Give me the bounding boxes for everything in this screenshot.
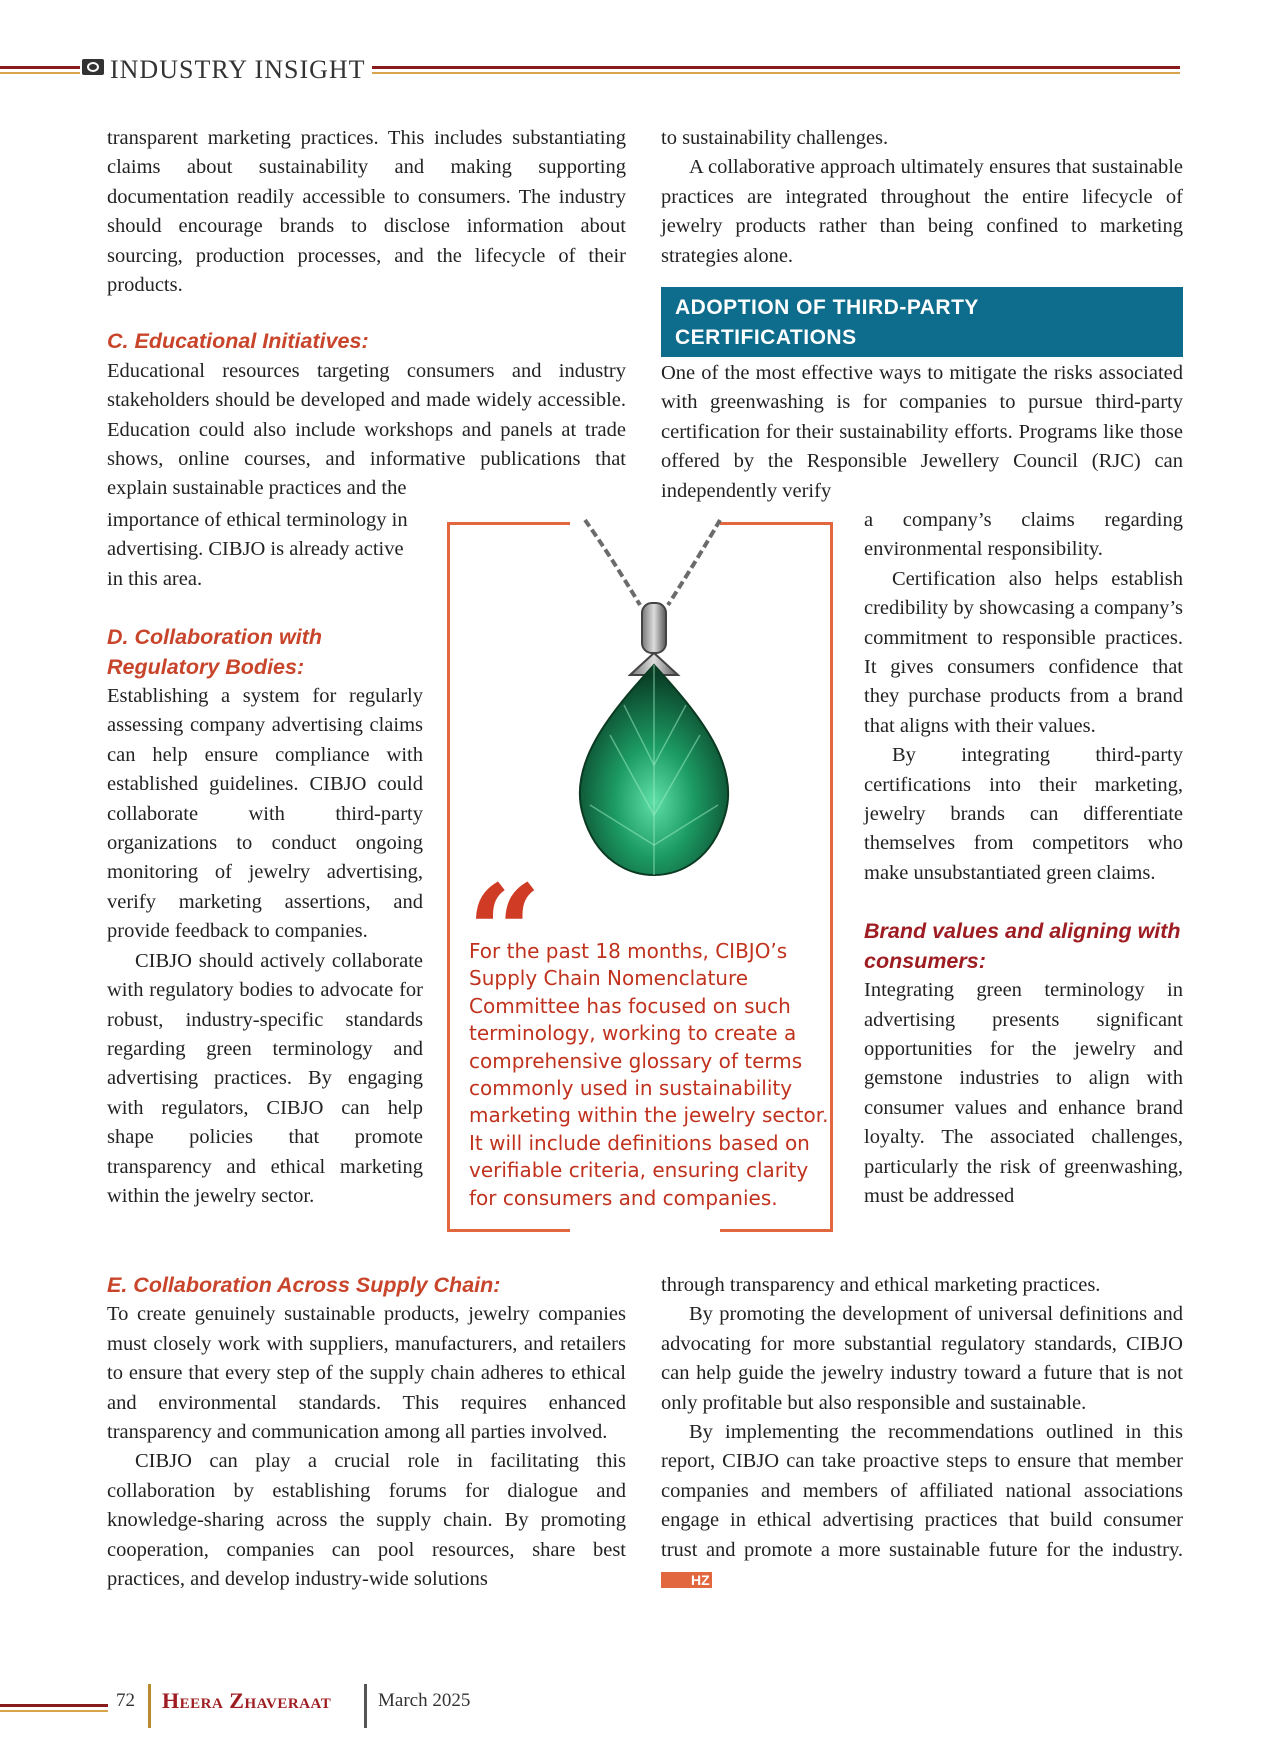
paragraph: CIBJO can play a crucial role in facilitating this collaboration by establishing forums for dialogue and knowledge-sharing across the supply chain. By promoting cooperation, companies can pool resources, share best practices, and develop industry-wide solutions bbox=[107, 1450, 626, 1591]
paragraph-text: By implementing the recommendations outlined in this report, CIBJO can take proactive steps to ensure that member companies and members of affiliated national associations engage in ethical advertising practices that build consumer trust and promote a more sustainable future for the industry. bbox=[661, 1421, 1183, 1561]
footer-rule-gold bbox=[0, 1710, 108, 1712]
magazine-section-icon bbox=[82, 59, 104, 75]
right-column-top bbox=[661, 124, 1183, 271]
right-column-narrow bbox=[864, 506, 1183, 1211]
subheading-brand-values: Brand values and aligning with consumers: bbox=[864, 919, 1181, 973]
band-line: ADOPTION OF THIRD-PARTY bbox=[675, 296, 979, 319]
section-title: INDUSTRY INSIGHT bbox=[110, 55, 366, 84]
paragraph: A collaborative approach ultimately ensures that sustainable practices are integrated throughout the entire lifecycle of jewelry products rather than being confined to marketing strategies alone. bbox=[661, 156, 1183, 267]
paragraph: One of the most effective ways to mitigate the risks associated with greenwashing is for companies to pursue third-party certification for their sustainability efforts. Programs like those offered by the Responsible Jewellery Council (RJC) can independently verify bbox=[661, 362, 1183, 502]
subheading-regulatory: D. Collaboration with Regulatory Bodies: bbox=[107, 625, 322, 679]
header-rule-left bbox=[0, 66, 80, 69]
publication-name: Heera Zhaveraat bbox=[162, 1688, 332, 1713]
emerald-pendant-image bbox=[540, 515, 770, 885]
subheading-educational: C. Educational Initiatives: bbox=[107, 329, 369, 354]
header-rule-right bbox=[372, 66, 1180, 69]
left-column-top bbox=[107, 124, 626, 504]
paragraph: to sustainability challenges. bbox=[661, 127, 889, 149]
right-column-bottom bbox=[661, 1271, 1183, 1594]
footer-divider bbox=[148, 1684, 151, 1728]
paragraph: Integrating green terminology in advertising presents significant opportunities for the jewelry and gemstone industries to align with consumer values and enhance brand loyalty. The associated challenges, particularly the risk of greenwashing, must be addressed bbox=[864, 979, 1183, 1207]
pull-quote-text: For the past 18 months, CIBJO’s Supply Chain Nomenclature Committee has focused on such terminology, working to create a comprehensive glossary of terms commonly used in sustainability marketing within the jewelry sector. It will include definitions based on verifiable criteria, ensuring clarity for consumers and companies. bbox=[469, 939, 829, 1210]
band-line: CERTIFICATIONS bbox=[675, 326, 857, 349]
paragraph: through transparency and ethical marketing practices. bbox=[661, 1274, 1101, 1296]
subheading-supply-chain: E. Collaboration Across Supply Chain: bbox=[107, 1273, 501, 1297]
paragraph: Educational resources targeting consumers and industry stakeholders should be developed and made widely accessible. Education could also include workshops and panels at trade shows, online courses, and informative publications that explain sustainable practices and the bbox=[107, 359, 626, 500]
header-rule-left-gold bbox=[0, 72, 80, 74]
paragraph: By promoting the development of universal definitions and advocating for more substantial regulatory standards, CIBJO can help guide the jewelry industry toward a future that is not only profitable but also responsible and sustainable. bbox=[661, 1303, 1183, 1414]
quote-mark-icon: “ bbox=[467, 856, 542, 1009]
page-number: 72 bbox=[116, 1690, 135, 1711]
issue-date: March 2025 bbox=[378, 1690, 471, 1711]
paragraph: By integrating third-party certifications into their marketing, jewelry brands can differentiate themselves from competitors who make unsubstantiated green claims. bbox=[864, 744, 1183, 884]
paragraph: transparent marketing practices. This includes substantiating claims about sustainability and making supporting documentation readily accessible to consumers. The industry should encourage brands to disclose information about sourcing, production processes, and the lifecycle of their products. bbox=[107, 127, 626, 297]
paragraph: importance of ethical terminology in advertising. CIBJO is already active in this area. bbox=[107, 509, 408, 590]
footer-rule bbox=[0, 1704, 108, 1707]
footer-divider bbox=[364, 1684, 367, 1728]
end-mark-icon: HZ bbox=[661, 1572, 712, 1588]
paragraph bbox=[661, 1418, 1183, 1594]
section-band-certifications bbox=[661, 287, 1183, 357]
paragraph: Establishing a system for regularly assessing company advertising claims can help ensure compliance with established guidelines. CIBJO could collaborate with third-party organizations to conduct ongoing monitoring of jewelry advertising, verify marketing assertions, and provide feedback to companies. bbox=[107, 685, 423, 943]
paragraph: To create genuinely sustainable products, jewelry companies must closely work with suppliers, manufacturers, and retailers to ensure that every step of the supply chain adheres to ethical and environmental standards. This requires enhanced transparency and communication among all parties involved. bbox=[107, 1303, 626, 1444]
right-column-cert bbox=[661, 359, 1183, 506]
paragraph: a company’s claims regarding environmental responsibility. bbox=[864, 509, 1183, 561]
header-rule-right-gold bbox=[372, 72, 1180, 74]
paragraph: CIBJO should actively collaborate with regulatory bodies to advocate for robust, industry-specific standards regarding green terminology and advertising practices. By engaging with regulators, CIBJO can help shape policies that promote transparency and ethical marketing within the jewelry sector. bbox=[107, 949, 423, 1207]
left-column-bottom bbox=[107, 1271, 626, 1594]
left-column-narrow bbox=[107, 506, 423, 1211]
paragraph: Certification also helps establish credibility by showcasing a company’s commitment to responsible practices. It gives consumers confidence that they purchase products from a brand that aligns with their values. bbox=[864, 567, 1183, 737]
